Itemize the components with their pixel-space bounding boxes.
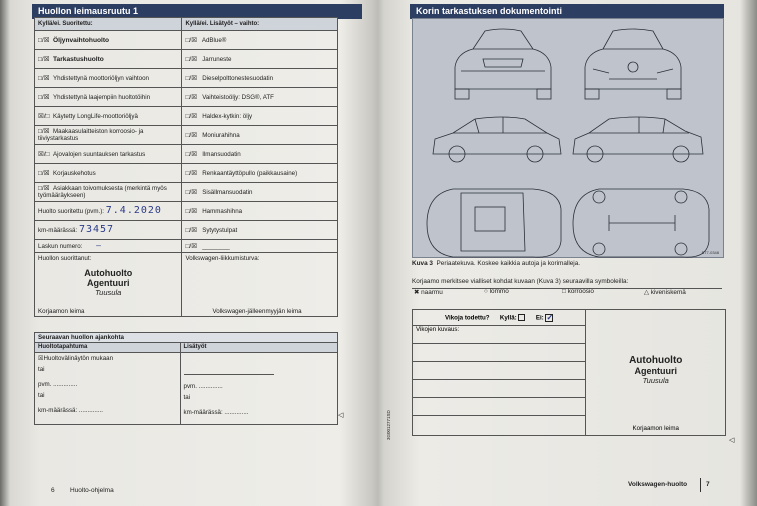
- legend-corrosion: □ korroosio: [562, 288, 594, 295]
- extra-label: Moniurahihna: [202, 131, 240, 139]
- service-row: [35, 126, 338, 145]
- date-label: pvm.: [183, 383, 197, 390]
- service-label: Ajovalojen suuntauksen tarkastus: [53, 150, 146, 158]
- date-label: Huolto suoritettu (pvm.):: [38, 208, 105, 215]
- next-col2: Lisätyöt: [180, 343, 338, 353]
- stamp-line2: Agentuuri: [86, 278, 130, 288]
- legend-stone-chip: △ kiveniskemä: [644, 289, 686, 296]
- dealer-caption: Volkswagen-jälleenmyyjän leima: [212, 308, 302, 315]
- date-row: [35, 202, 182, 221]
- extra-row-2: [182, 240, 338, 253]
- service-cell: [35, 164, 182, 183]
- extra-row-0: [182, 202, 338, 221]
- service-cell: [35, 145, 182, 164]
- checkbox-pair[interactable]: □/☒: [185, 93, 198, 101]
- next-service-table: [34, 332, 338, 425]
- left-page-title: Huollon leimausruutu 1: [32, 4, 362, 19]
- service-row: [35, 50, 338, 69]
- extra-label: AdBlue®: [201, 36, 227, 44]
- car-outlines-illustration: [413, 19, 725, 259]
- left-page: [0, 0, 372, 506]
- checkbox-pair[interactable]: □/☒: [185, 188, 198, 196]
- or-text: tai: [38, 366, 45, 373]
- right-workshop-stamp: [586, 356, 725, 385]
- checkbox-pair[interactable]: □/☒: [185, 74, 198, 82]
- arrow-marker: ◁: [338, 412, 344, 419]
- service-label: Korjauskehotus: [53, 169, 96, 177]
- checkbox-pair[interactable]: □/☒: [38, 93, 50, 101]
- next-col1: Huoltotapahtuma: [35, 343, 181, 353]
- extra-cell: [182, 145, 338, 164]
- checkbox-pair[interactable]: □/☒: [185, 55, 198, 63]
- service-row: [35, 183, 338, 202]
- checkbox-pair[interactable]: □/☒: [185, 112, 198, 120]
- car-body-diagram: [412, 18, 724, 258]
- extra-label: Sisällmansuodatin: [202, 188, 253, 196]
- stamp-caption: Korjaamon leima: [632, 425, 679, 432]
- service-label: Öljynvaihtohuolto: [53, 36, 110, 44]
- interval-check[interactable]: ☒Huoltovälinäytön mukaan: [38, 355, 114, 362]
- damage-question: Vikoja todettu?: [444, 314, 490, 322]
- checkbox-pair[interactable]: □/☒: [185, 150, 198, 158]
- extra-cell: [182, 183, 338, 202]
- service-label: Yhdistettynä moottoriöljyn vaihtoon: [53, 74, 149, 82]
- checkbox-pair[interactable]: □/☒: [185, 36, 198, 44]
- damage-table: [412, 309, 726, 436]
- extra-cell: [182, 31, 338, 50]
- checkbox-pair[interactable]: □/☒: [185, 207, 198, 215]
- extra-cell: [182, 126, 338, 145]
- image-code: B77-0348: [701, 250, 719, 255]
- next-service-cell: ☒Huoltovälinäytön mukaan tai pvm. .............. tai km-määrässä: ..............: [35, 353, 181, 425]
- next-title: Seuraavan huollon ajankohta: [35, 333, 338, 343]
- checkbox-pair[interactable]: □/☒: [185, 226, 198, 234]
- legend-dent: ○ lommo: [484, 288, 509, 295]
- km-value: 73457: [78, 224, 115, 235]
- km-row: [35, 221, 182, 240]
- service-row: [35, 107, 338, 126]
- description-line[interactable]: [413, 416, 586, 436]
- col2-header: Kyllä/ei. Lisätyöt – vaihto:: [182, 18, 338, 31]
- km-label: km-määrässä:: [183, 409, 223, 416]
- extra-cell: [182, 107, 338, 126]
- stamp-line1: Autohuolto: [629, 355, 683, 366]
- extra-cell: [182, 164, 338, 183]
- checkbox-pair[interactable]: □/☒: [185, 169, 198, 177]
- service-label: Tarkastushuolto: [53, 55, 104, 63]
- page-number-left: 6: [51, 487, 55, 494]
- km-label: km-määrässä:: [38, 227, 78, 234]
- checkbox-pair[interactable]: ☒/□: [38, 112, 50, 120]
- description-line[interactable]: [413, 362, 586, 380]
- invoice-row: [35, 240, 182, 253]
- col1-header: Kyllä/ei. Suoritettu:: [35, 18, 182, 31]
- extra-label: Haldex-kytkin: öljy: [202, 112, 253, 120]
- checkbox-pair[interactable]: □/☒: [38, 128, 50, 135]
- stamp-line2: Agentuuri: [634, 366, 677, 376]
- performer-cell: [35, 253, 182, 317]
- caption-text: Periaatekuva. Koskee kaikkia autoja ja korimalleja.: [436, 260, 581, 267]
- extra-label: Vaihteistoöljy: DSG®, ATF: [202, 93, 274, 101]
- extra-label: ________: [202, 242, 230, 250]
- extra-label: Hammashihna: [202, 207, 243, 215]
- side-code: 3G0012771SD: [386, 410, 391, 440]
- description-line[interactable]: [413, 398, 586, 416]
- no-label: Ei:: [535, 314, 544, 322]
- stamp-line1: Autohuolto: [84, 268, 133, 278]
- damage-question-cell: [413, 310, 586, 326]
- stamp-line3: Tuusula: [642, 376, 669, 385]
- service-label: Yhdistettynä laajempiin huoltotöihin: [53, 93, 151, 101]
- description-label: Vikojen kuvaus:: [413, 326, 586, 344]
- footer-right: Volkswagen-huolto: [628, 481, 688, 488]
- or-text: tai: [38, 392, 45, 399]
- extra-label: Sytytystulpat: [202, 226, 238, 234]
- checkbox-pair[interactable]: □/☒: [38, 55, 50, 63]
- checkbox-pair[interactable]: □/☒: [38, 185, 50, 192]
- description-line[interactable]: [413, 344, 586, 362]
- service-row: [35, 164, 338, 183]
- service-cell: [35, 126, 182, 145]
- vw-label: Volkswagen-liikkumisturva:: [185, 255, 260, 262]
- legend-scratch: ✖ naarmu: [414, 289, 443, 296]
- checkbox-pair[interactable]: □/☒: [38, 36, 50, 44]
- service-label: Käytetty LongLife-moottoriöljyä: [53, 112, 138, 120]
- arrow-marker: ◁: [729, 437, 735, 444]
- extra-label: Dieselpolttonestesuodatin: [202, 74, 274, 82]
- date-label: pvm.: [38, 381, 52, 388]
- service-cell: [35, 107, 182, 126]
- stamp-line3: Tuusula: [95, 288, 122, 297]
- description-line[interactable]: [413, 380, 586, 398]
- or-text: tai: [183, 394, 191, 401]
- service-row: [35, 31, 338, 50]
- checkbox-pair[interactable]: ☒/□: [38, 150, 50, 158]
- service-cell: [35, 88, 182, 107]
- extra-cell: [182, 88, 338, 107]
- checkbox-pair[interactable]: □/☒: [38, 74, 50, 82]
- checkbox-pair[interactable]: □/☒: [185, 242, 198, 250]
- legend-intro: Korjaamo merkitsee vialliset kohdat kuvaan (Kuva 3) seuraavilla symboleilla:: [412, 278, 629, 285]
- footer-left: Huolto-ohjelma: [70, 487, 114, 494]
- no-checkbox[interactable]: ✓: [546, 312, 554, 322]
- yes-label: Kyllä:: [499, 314, 517, 322]
- service-row: [35, 69, 338, 88]
- invoice-label: Laskun numero:: [38, 243, 83, 250]
- caption-number: Kuva 3: [412, 260, 433, 267]
- extra-cell: [182, 69, 338, 88]
- extra-label: Ilmansuodatin: [202, 150, 241, 158]
- km-label: km-määrässä:: [38, 407, 78, 414]
- yes-checkbox[interactable]: [518, 314, 525, 321]
- invoice-value: —: [96, 241, 102, 250]
- extra-cell: [182, 50, 338, 69]
- service-cell: [35, 183, 182, 202]
- service-cell: [35, 31, 182, 50]
- checkbox-pair[interactable]: □/☒: [185, 131, 198, 139]
- stamp-cell: [586, 310, 726, 436]
- vw-cell: [182, 253, 338, 317]
- service-table: [34, 17, 338, 317]
- extra-row-1: [182, 221, 338, 240]
- date-value: 7.4.2020: [105, 205, 162, 216]
- service-label: Maakaasulaitteiston korroosio- ja tiiviystarkastus: [38, 128, 144, 142]
- service-cell: [35, 50, 182, 69]
- right-page-title: Korin tarkastuksen dokumentointi: [410, 4, 724, 19]
- extra-work-cell: pvm. .............. tai km-määrässä: ..............: [180, 353, 338, 425]
- stamp-caption: Korjaamon leima: [38, 308, 85, 315]
- service-row: [35, 88, 338, 107]
- checkbox-pair[interactable]: □/☒: [38, 169, 50, 177]
- page-number-right: 7: [706, 481, 710, 488]
- performer-label: Huollon suorittanut:: [38, 255, 92, 262]
- service-row: [35, 145, 338, 164]
- workshop-stamp: [38, 268, 178, 297]
- service-cell: [35, 69, 182, 88]
- extra-label: Renkaantäyttöpullo (paikkausaine): [202, 169, 298, 177]
- service-label: Asiakkaan toivomuksesta (merkintä myös työmääräykseen): [38, 185, 167, 199]
- extra-label: Jarruneste: [202, 55, 232, 63]
- figure-caption: [412, 260, 580, 267]
